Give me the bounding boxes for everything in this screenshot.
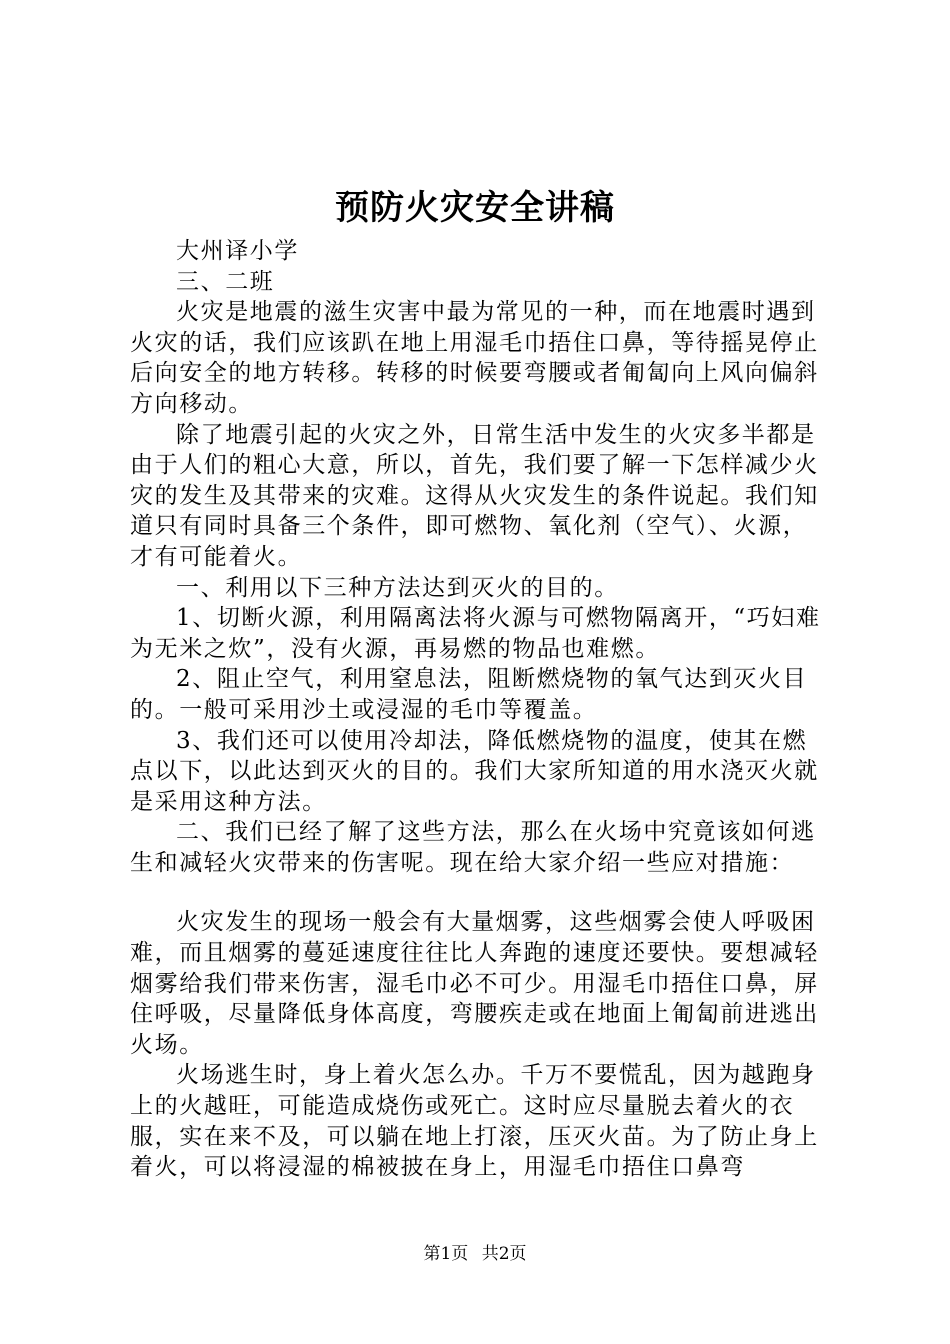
list-item: 1、切断火源，利用隔离法将火源与可燃物隔离开，“巧妇难为无米之炊”，没有火源，再易燃的物品也难燃。 [130, 605, 821, 662]
list-item: 2、阻止空气，利用窒息法，阻断燃烧物的氧气达到灭火目的。一般可采用沙土或浸湿的毛巾等覆盖。 [130, 666, 808, 723]
paragraph: 火灾发生的现场一般会有大量烟雾，这些烟雾会使人呼吸困难，而且烟雾的蔓延速度往往比人奔跑的速度还要快。要想减轻烟雾给我们带来伤害，湿毛巾必不可少。用湿毛巾捂住口鼻，屏住呼吸，尽量降低身体高度，弯腰疾走或在地面上匍匐前进逃出火场。 [130, 909, 819, 1058]
document-body [130, 236, 830, 1183]
document-title: 预防火灾安全讲稿 [335, 188, 615, 228]
paragraph: 除了地震引起的火灾之外，日常生活中发生的火灾多半都是由于人们的粗心大意，所以，首先，我们要了解一下怎样减少火灾的发生及其带来的灾难。这得从火灾发生的条件说起。我们知道只有同时具备三个条件，即可燃物、氧化剂（空气）、火源，才有可能着火。 [130, 421, 819, 570]
list-item: 3、我们还可以使用冷却法，降低燃烧物的温度，使其在燃点以下，以此达到灭火的目的。我们大家所知道的用水浇灭火就是采用这种方法。 [130, 727, 819, 815]
section-heading: 一、利用以下三种方法达到灭火的目的。 [176, 574, 619, 601]
class-name: 三、二班 [176, 268, 275, 295]
page-number: 第1页 [423, 1244, 469, 1264]
paragraph: 火灾是地震的滋生灾害中最为常见的一种，而在地震时遇到火灾的话，我们应该趴在地上用湿毛巾捂住口鼻，等待摇晃停止后向安全的地方转移。转移的时候要弯腰或者匍匐向上风向偏斜方向移动。 [130, 299, 819, 417]
page-footer [0, 1242, 950, 1266]
paragraph: 火场逃生时，身上着火怎么办。千万不要慌乱，因为越跑身上的火越旺，可能造成烧伤或死亡。这时应尽量脱去着火的衣服，实在来不及，可以躺在地上打滚，压灭火苗。为了防止身上着火，可以将浸湿的棉被披在身上，用湿毛巾捂住口鼻弯 [130, 1062, 819, 1181]
page-total: 共2页 [481, 1244, 527, 1264]
section-heading: 二、我们已经了解了这些方法，那么在火场中究竟该如何逃生和减轻火灾带来的伤害呢。现在给大家介绍一些应对措施： [130, 819, 816, 876]
school-name: 大州译小学 [176, 238, 299, 264]
